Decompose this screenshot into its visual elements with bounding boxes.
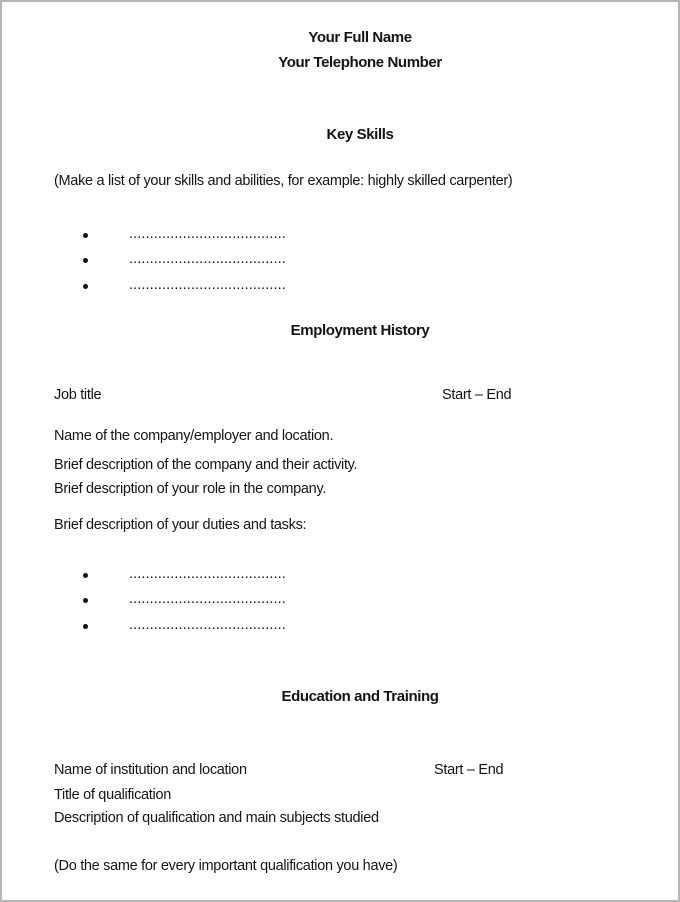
telephone-title: Your Telephone Number — [278, 54, 442, 71]
bullet-icon — [83, 573, 88, 578]
duties-placeholder-dots: ...................................... — [129, 617, 286, 633]
bullet-icon — [83, 233, 88, 238]
bullet-icon — [83, 258, 88, 263]
duties-bullet-item — [82, 616, 482, 634]
duties-label: Brief description of your duties and tasks: — [54, 517, 307, 533]
qualification-title-line: Title of qualification — [54, 787, 171, 803]
duties-bullet-item — [82, 590, 482, 608]
company-activity-line: Brief description of the company and their activity. — [54, 457, 358, 473]
key-skills-hint: (Make a list of your skills and abilities, for example: highly skilled carpenter) — [54, 173, 513, 189]
skills-placeholder-dots: ...................................... — [129, 251, 286, 267]
education-training-heading: Education and Training — [281, 688, 439, 705]
role-description-line: Brief description of your role in the company. — [54, 481, 327, 497]
company-name-line: Name of the company/employer and location. — [54, 428, 334, 444]
qualification-description-line: Description of qualification and main subjects studied — [54, 810, 379, 826]
skills-placeholder-dots: ...................................... — [129, 277, 286, 293]
employment-date-range-label: Start – End — [442, 387, 512, 403]
job-title-label: Job title — [54, 387, 102, 403]
duties-placeholder-dots: ...................................... — [129, 591, 286, 607]
bullet-icon — [83, 284, 88, 289]
key-skills-heading: Key Skills — [326, 126, 394, 143]
bullet-icon — [83, 598, 88, 603]
duties-bullet-item — [82, 565, 482, 583]
education-note-line: (Do the same for every important qualification you have) — [54, 858, 398, 874]
skills-bullet-item — [82, 250, 482, 268]
skills-placeholder-dots: ...................................... — [129, 226, 286, 242]
employment-history-heading: Employment History — [290, 322, 430, 339]
skills-bullet-item — [82, 225, 482, 243]
duties-placeholder-dots: ...................................... — [129, 566, 286, 582]
bullet-icon — [83, 624, 88, 629]
education-date-range-label: Start – End — [434, 762, 504, 778]
institution-row — [54, 761, 666, 779]
job-title-row — [54, 386, 666, 404]
institution-label: Name of institution and location — [54, 762, 247, 778]
full-name-title: Your Full Name — [308, 29, 412, 46]
skills-bullet-item — [82, 276, 482, 294]
